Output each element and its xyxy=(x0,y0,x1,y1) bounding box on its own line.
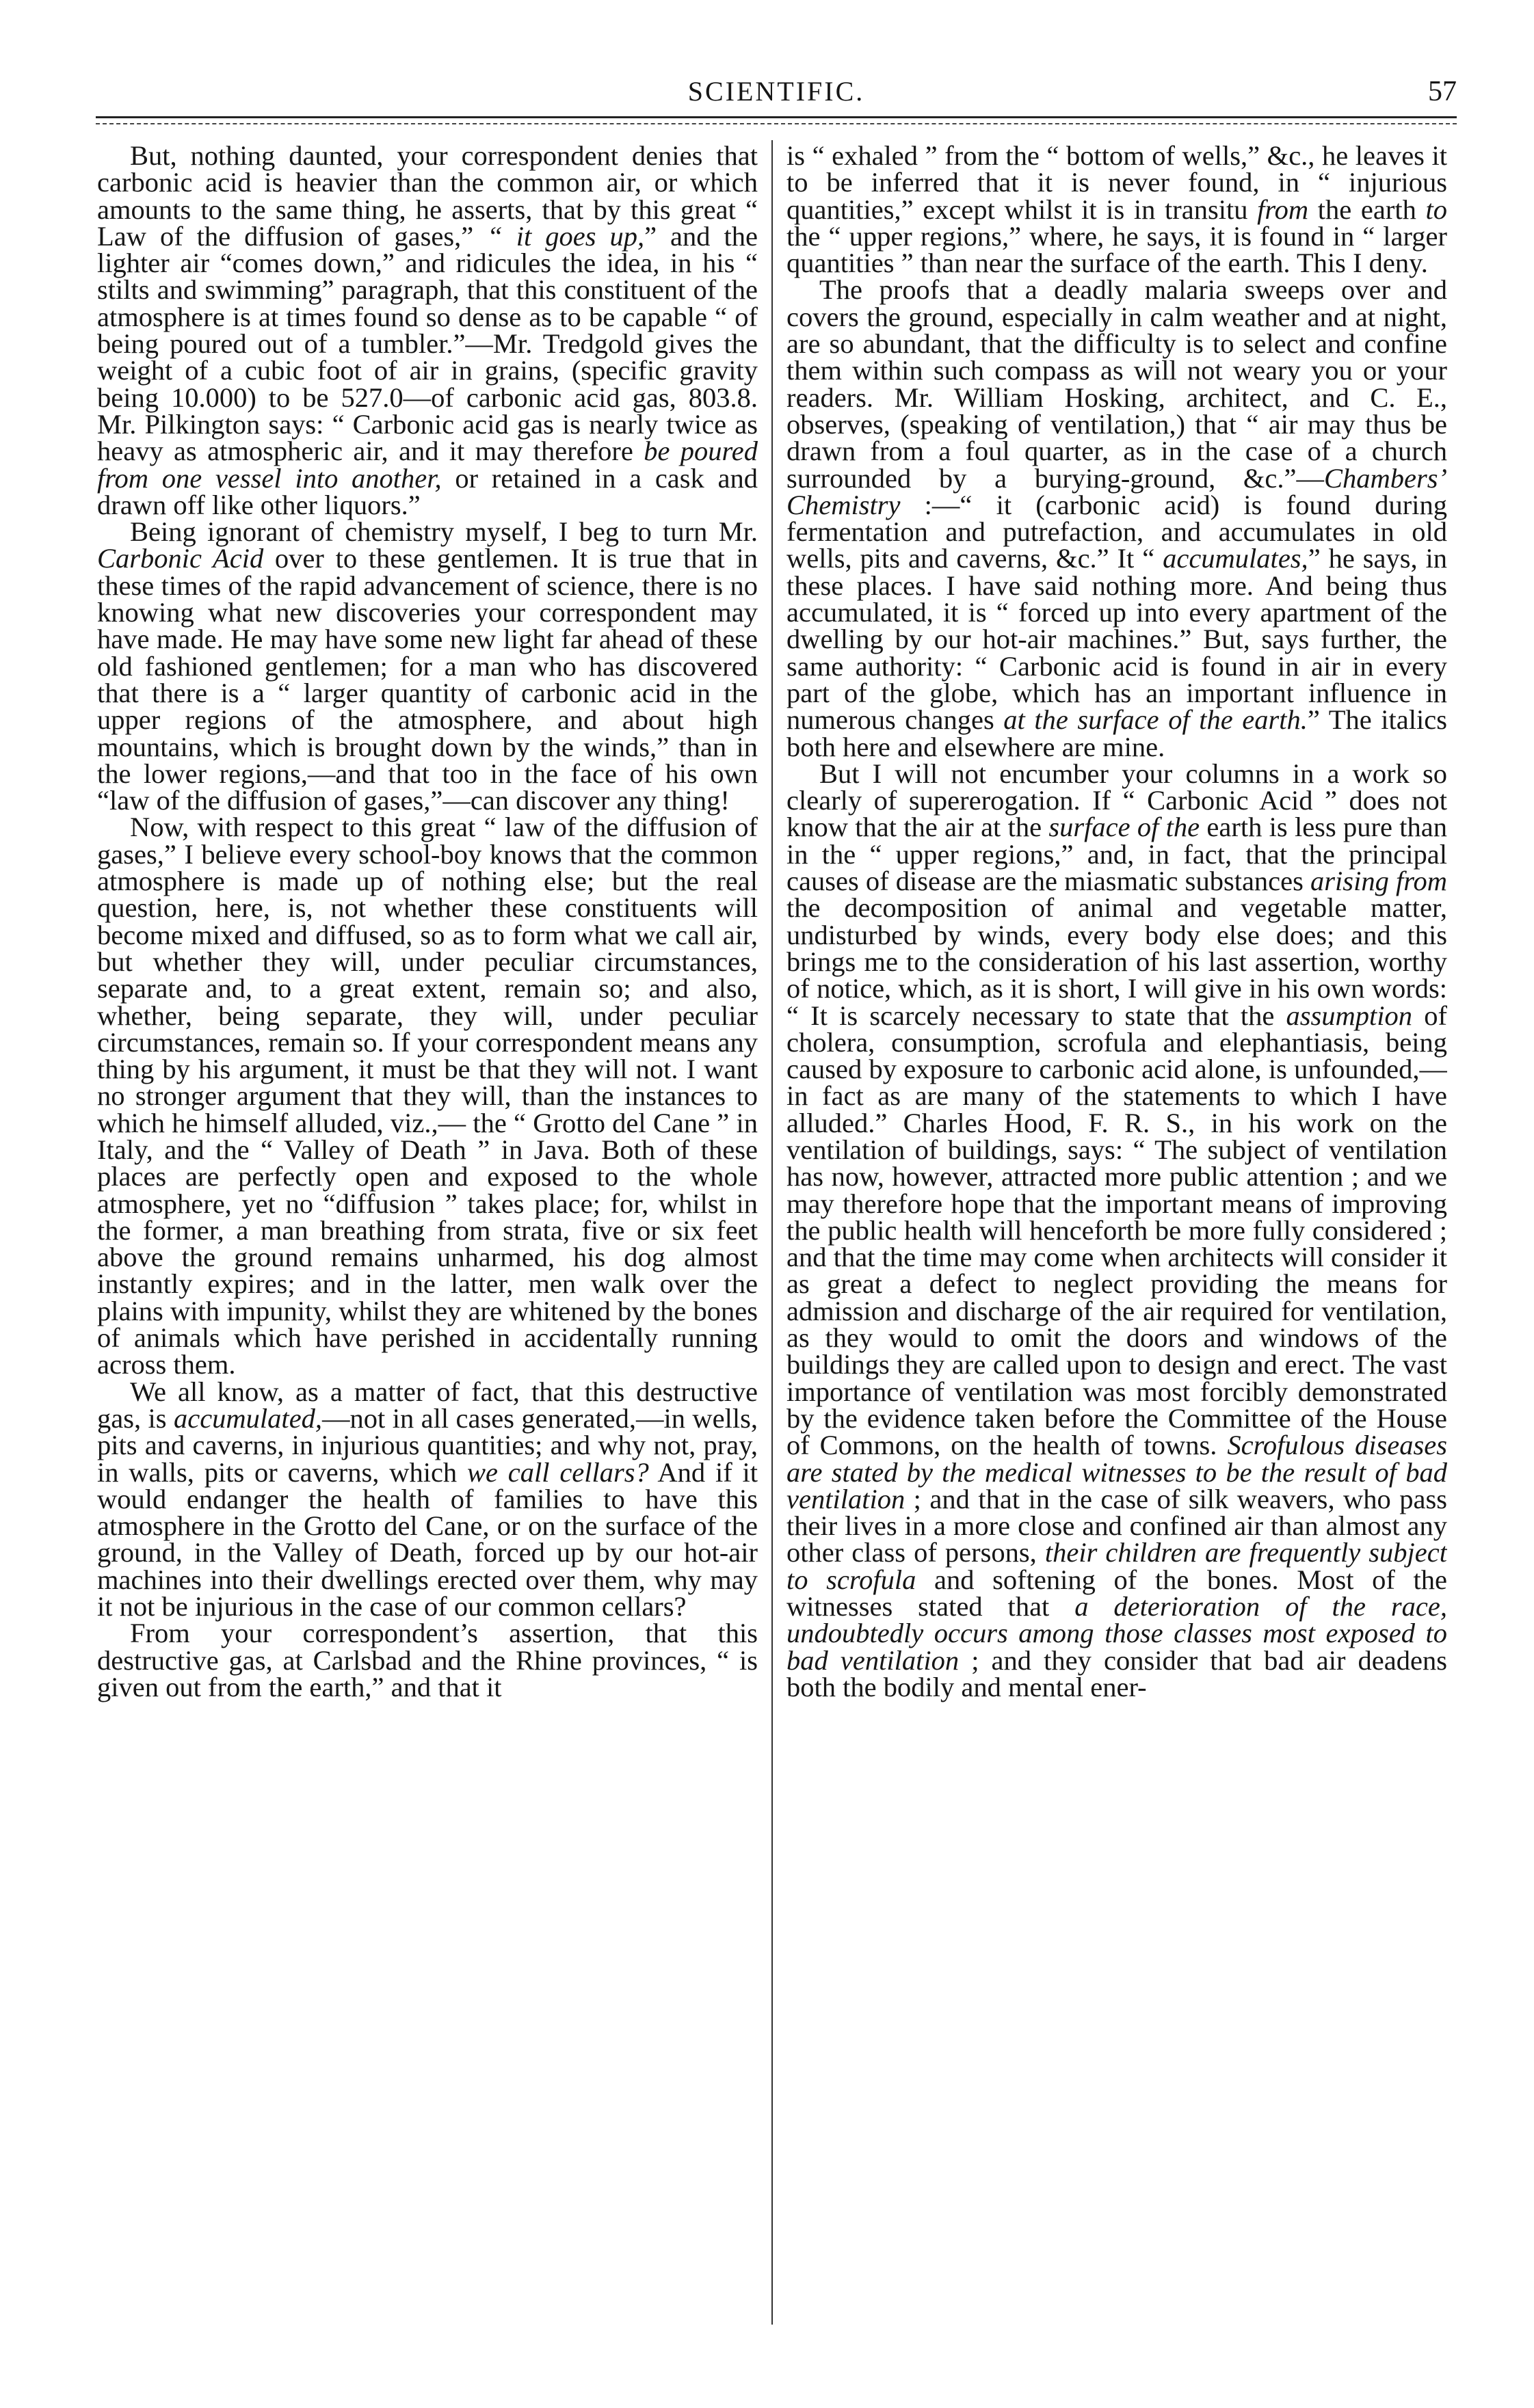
italic-text: accumulated, xyxy=(173,1402,323,1434)
text-run: —not in all cases generated,—in wells, pits and caverns, in injurious quantities; and why not, pray, in walls, pits or caverns, which xyxy=(97,1402,758,1488)
text-run: ; and that in the case of silk weavers, who pass their lives in a more close and confined air than almost any other class of persons, xyxy=(786,1483,1447,1568)
text-run: And if it would endanger the health of families to have this atmosphere in the Grotto del Cane, or on the surface of the ground, in the Valley of Death, forced up by our hot-air machines into their dwellings erected over them, why may it not be injurious in the case of our common cellars? xyxy=(97,1456,758,1622)
italic-text: accumulates, xyxy=(1163,543,1308,574)
text-run: and softening of the bones. Most of the witnesses stated that xyxy=(786,1564,1447,1622)
italic-text: their children are frequently subject to scrofula xyxy=(786,1537,1447,1595)
paragraph xyxy=(97,142,758,518)
paragraph: Now, with respect to this great “ law of the diffusion of gases,” I believe every school-boy knows that the common atmosphere is made up of nothing else; but the real question, here, is, not whether these constituents will become mixed and diffused, so as to form what we call air, but whether they will, under peculiar circumstances, separate and, to a great extent, remain so; and also, whether, being separate, they will, under peculiar circumstances, remain so. If your correspondent means any thing by his argument, it must be that they will not. I want no stronger argument that they will, than the instances to which he himself alluded, viz.,— the “ Grotto del Cane ” in Italy, and the “ Valley of Death ” in Java. Both of these places are perfectly open and exposed to the whole atmosphere, yet no “diffusion ” takes place; for, whilst in the former, a man breathing from strata, five or six feet above the ground remains unharmed, his dog almost instantly expires; and in the latter, men walk over the plains with impunity, whilst they are whitened by the bones of animals which have perished in accidentally running across them. xyxy=(97,812,758,1380)
text-run: :—“ it (carbonic acid) is found during fermentation and putrefaction, and accumulates in old wells, pits and caverns, &c.” It “ xyxy=(786,489,1447,574)
column-divider xyxy=(771,140,773,2325)
text-run: From your correspondent’s assertion, that this destructive gas, at Carlsbad and the Rhine provinces, “ is given out from the earth,” and that it xyxy=(97,1618,758,1702)
italic-text: surface of the xyxy=(1048,812,1200,843)
italic-text: to xyxy=(1425,193,1447,225)
text-run: ; and they consider that bad air deadens both the bodily and mental ener- xyxy=(786,1644,1447,1702)
text-run: the “ upper regions,” where, he says, it is found in “ larger quantities ” than near the surface of the earth. This I deny. xyxy=(786,220,1447,279)
right-column xyxy=(786,142,1447,2330)
text-run: ” and the lighter air “comes down,” and ridicules the idea, in his “ stilts and swimming” paragraph, that this constituent of the atmosphere is at times found so dense as to be capable “ of being poured out of a tumbler.”—Mr. Tredgold gives the weight of a cubic foot of air in grains, (specific gravity being 10.000) to be 527.0—of carbonic acid gas, 803.8. Mr. Pilkington says: “ Carbonic acid gas is nearly twice as heavy as atmospheric air, and it may therefore xyxy=(97,220,758,467)
text-run: or retained in a cask and drawn off like other liquors.” xyxy=(97,462,758,520)
italic-text: Chambers’ Chemistry xyxy=(786,462,1447,520)
italic-text: we call cellars? xyxy=(467,1456,649,1488)
paragraph xyxy=(786,142,1447,279)
text-run: ” The italics both here and elsewhere are mine. xyxy=(786,704,1447,762)
text-run: is “ exhaled ” from the “ bottom of wells,” &c., he leaves it to be inferred that it is never found, in “ injurious quantities,” except whilst it is in transitu xyxy=(786,142,1447,225)
left-column xyxy=(97,142,758,2330)
header-dashed-rule xyxy=(96,123,1457,124)
italic-text: arising from xyxy=(1310,866,1447,897)
italic-text: at the surface of the earth. xyxy=(1003,704,1308,736)
italic-text: Scrofulous diseases are stated by the medical witnesses to be the result of bad ventilation xyxy=(786,1430,1447,1514)
text-run: the earth xyxy=(1308,193,1426,225)
italic-text: from xyxy=(1257,193,1309,225)
paragraph xyxy=(97,1378,758,1620)
italic-text: “ it goes up, xyxy=(487,220,645,252)
italic-text: assumption xyxy=(1286,1000,1413,1031)
section-title: SCIENTIFIC. xyxy=(687,76,865,107)
italic-text: be poured from one vessel into another, xyxy=(97,436,758,494)
text-run: ” he says, in these places. I have said nothing more. And being thus accumulated, it is “ forced up into every apartment of the dwelling by our hot-air machines.” But, says further, the same authority: “ Carbonic acid is found in air in every part of the globe, which has an important influence in numerous changes xyxy=(786,543,1447,736)
paragraph xyxy=(786,760,1447,1700)
text-run: Being ignorant of chemistry myself, I beg to turn Mr. xyxy=(130,516,758,548)
text-run: But, nothing daunted, your correspondent denies that carbonic acid is heavier than the common air, or which amounts to the same thing, he asserts, that by this great “ Law of the diffusion of gases,” xyxy=(97,142,758,252)
text-run: of cholera, consumption, scrofula and elephantiasis, being caused by exposure to carbonic acid alone, is unfounded,—in fact as are many of the statements to which I have alluded.” Charles Hood, F. R. S., in his work on the ventilation of buildings, says: “ The subject of ventilation has now, however, attracted more public attention ; and we may therefore hope that the important means of improving the public health will henceforth be more fully considered ; and that the time may come when architects will consider it as great a defect to neglect providing the means for admission and discharge of the air required for ventilation, as they would to omit the doors and windows of the buildings they are called upon to design and erect. The vast importance of ventilation was most forcibly demonstrated by the evidence taken before the Committee of the House of Commons, on the health of towns. xyxy=(786,1000,1447,1461)
italic-text: a deterioration of the race, undoubtedly occurs among those classes most exposed to bad ventilation xyxy=(786,1591,1447,1676)
text-run: We all know, as a matter of fact, that this destructive gas, is xyxy=(97,1376,758,1434)
paragraph xyxy=(97,1620,758,1700)
page-number: 57 xyxy=(1428,76,1457,107)
italic-text: Carbonic Acid xyxy=(97,543,264,574)
text-run: over to these gentlemen. It is true that in these times of the rapid advancement of science, there is no knowing what new discoveries your correspondent may have made. He may have some new light far ahead of these old fashioned gentlemen; for a man who has discovered that there is a “ larger quantity of carbonic acid in the upper regions of the atmosphere, and about high mountains, which is brought down by the winds,” than in the lower regions,—and that too in the face of his own “law of the diffusion of gases,”—can discover any thing! xyxy=(97,543,758,816)
text-run: earth is less pure than in the “ upper regions,” and, in fact, that the principal causes of disease are the miasmatic substances xyxy=(786,812,1447,897)
page-header xyxy=(96,74,1457,122)
text-run: the decomposition of animal and vegetable matter, undisturbed by winds, every body else does; and this brings me to the consideration of his last assertion, worthy of notice, which, as it is short, I will give in his own words: “ It is scarcely necessary to state that the xyxy=(786,892,1447,1031)
header-rule xyxy=(96,116,1457,118)
text-run: But I will not encumber your columns in a work so clearly of supererogation. If “ Carbonic Acid ” does not know that the air at the xyxy=(786,758,1447,843)
paragraph xyxy=(786,276,1447,760)
text-run: The proofs that a deadly malaria sweeps over and covers the ground, especially in calm weather and at night, are so abundant, that the difficulty is to select and confine them within such compass as will not weary you or your readers. Mr. William Hosking, architect, and C. E., observes, (speaking of ventilation,) that “ air may thus be drawn from a foul quarter, as in the case of a church surrounded by a burying-ground, &c.”— xyxy=(786,274,1447,494)
paragraph xyxy=(97,518,758,814)
